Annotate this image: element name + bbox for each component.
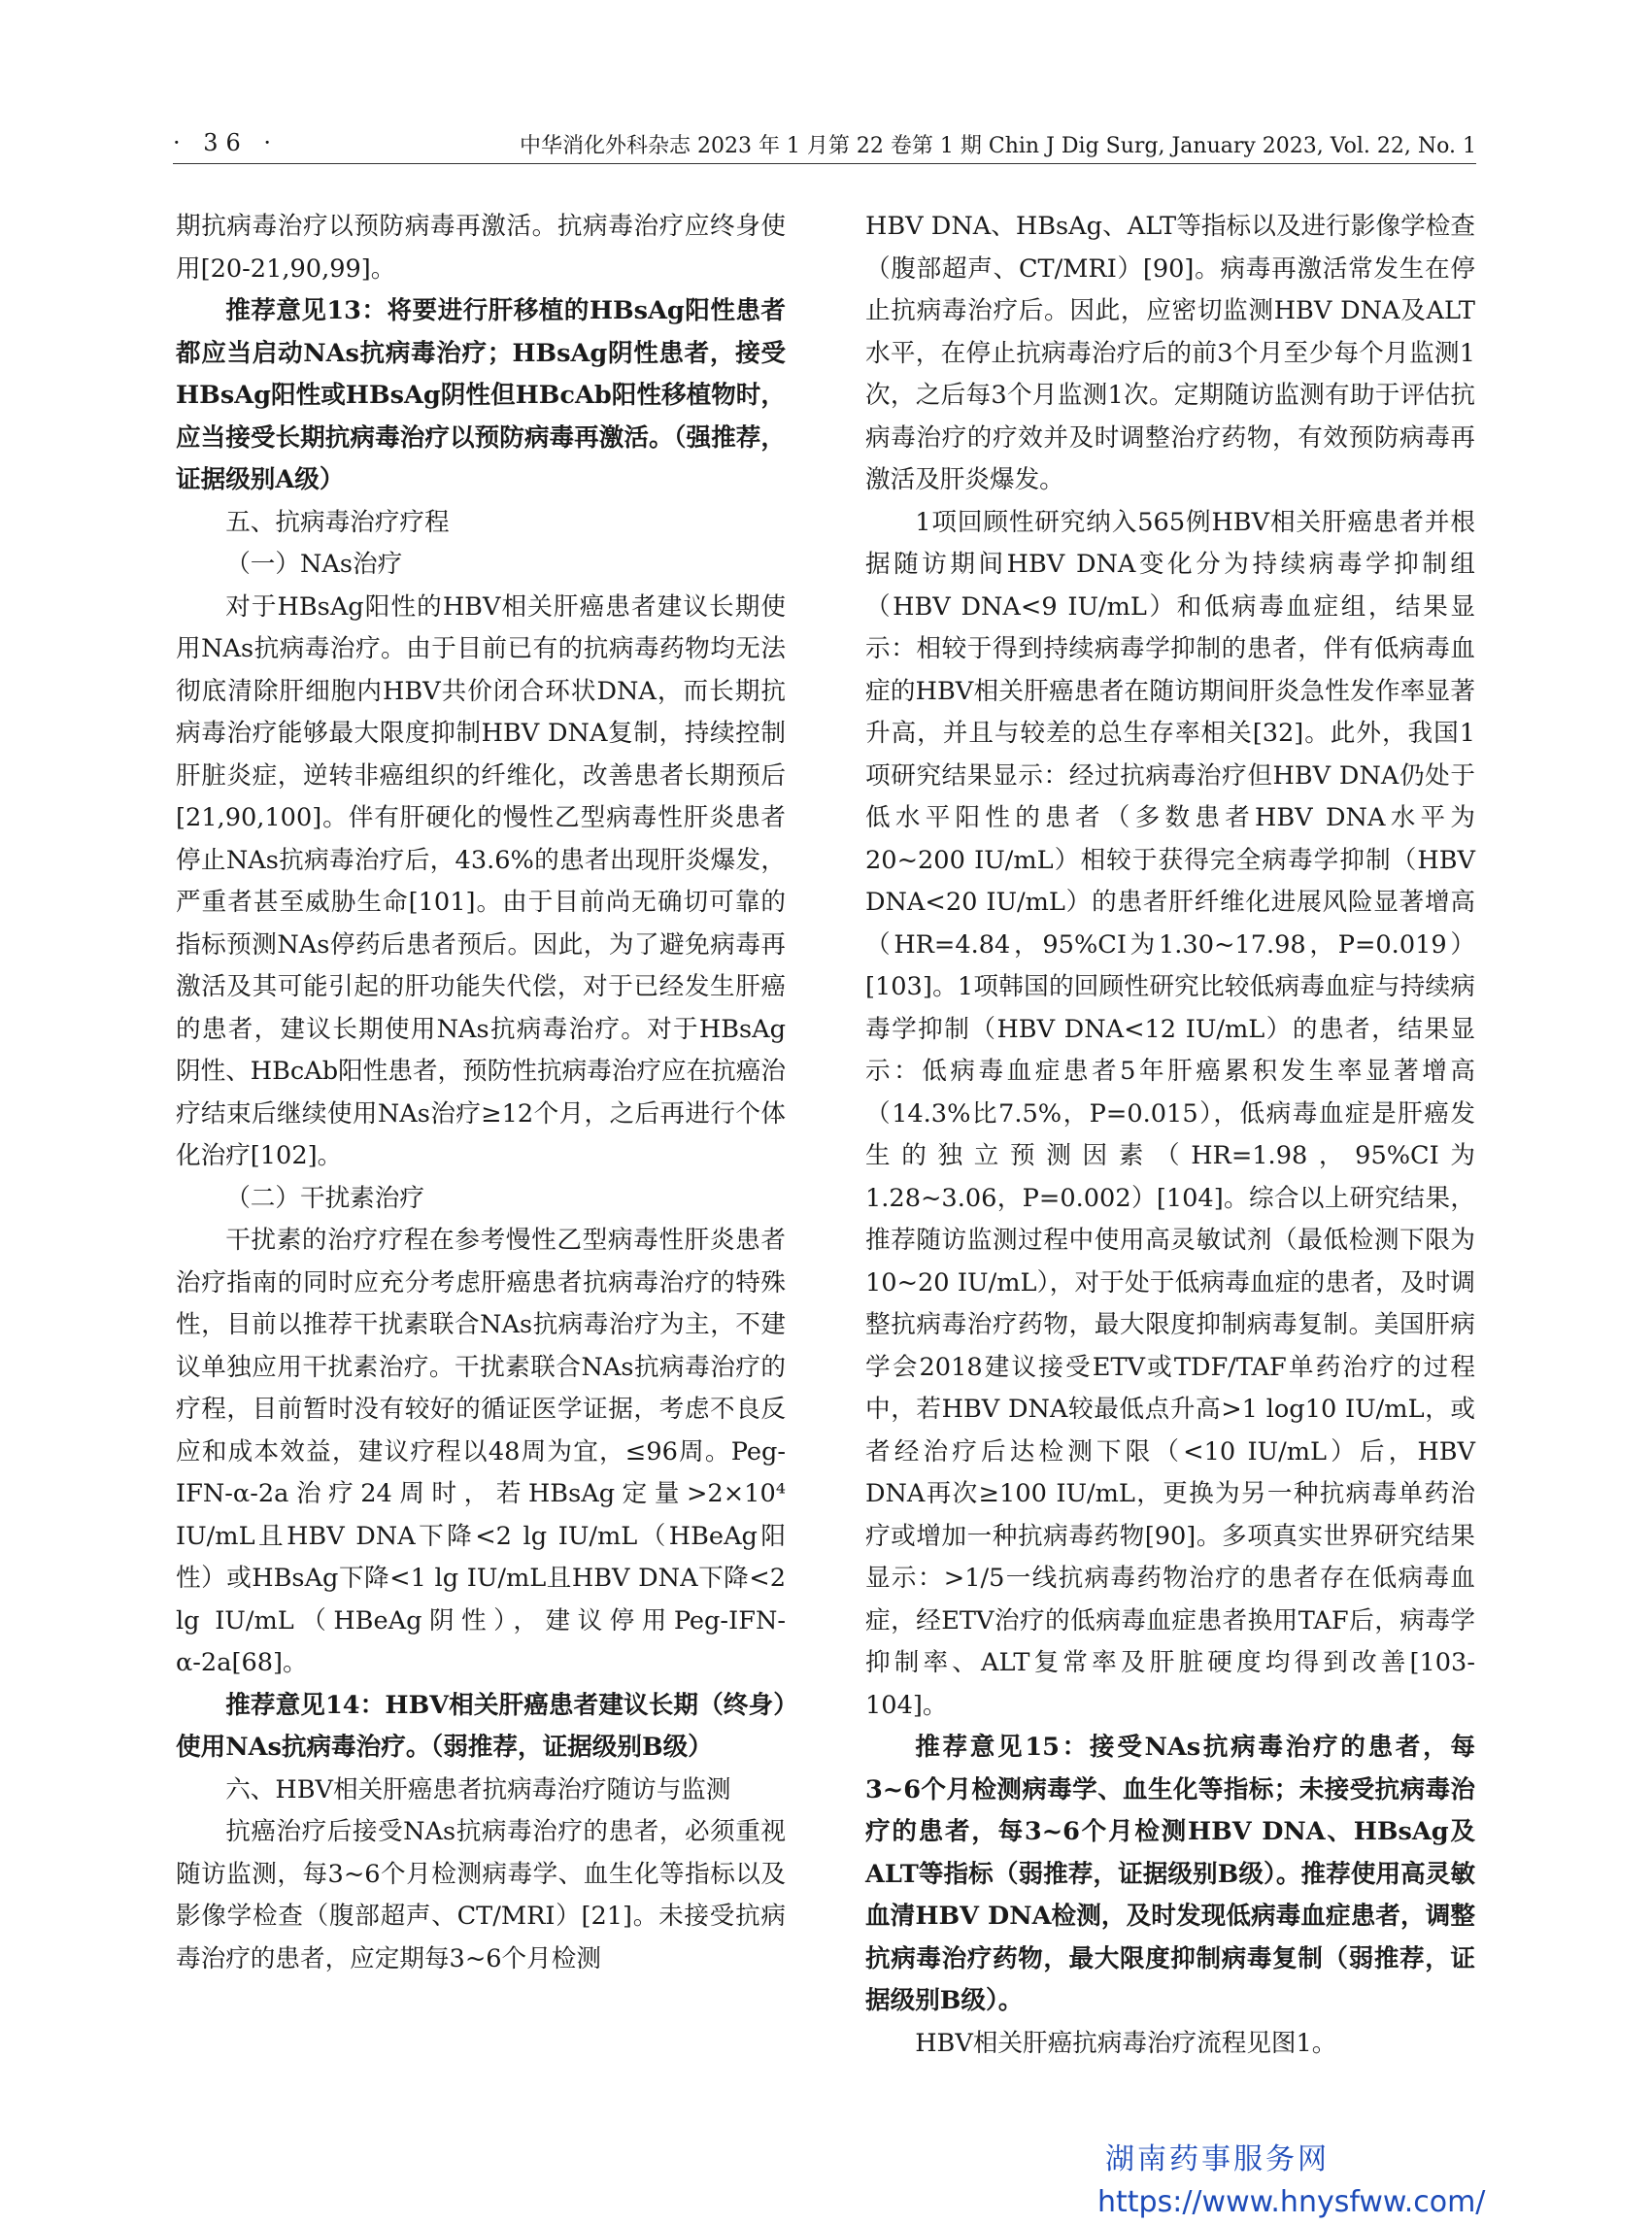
header-rule: [173, 163, 1476, 164]
right-column: [865, 206, 1475, 2065]
section-heading: 五、抗病毒治疗疗程: [225, 507, 450, 537]
left-column: [176, 206, 786, 1980]
paragraph: HBV DNA、HBsAg、ALT等指标以及进行影像学检查（腹部超声、CT/MRI）[90]。病毒再激活常发生在停止抗病毒治疗后。因此，应密切监测HBV DNA及ALT水平，在停止抗病毒治疗后的前3个月至少每个月监测1次，之后每3个月监测1次。定期随访监测有助于评估抗病毒治疗的疗效并及时调整治疗药物，有效预防病毒再激活及肝炎爆发。: [865, 212, 1475, 494]
subsection-heading: （一）NAs治疗: [225, 550, 403, 579]
paragraph: 1项回顾性研究纳入565例HBV相关肝癌患者并根据随访期间HBV DNA变化分为持续病毒学抑制组（HBV DNA<9 IU/mL）和低病毒血症组，结果显示：相较于得到持续病毒学抑制的患者，伴有低病毒血症的HBV相关肝癌患者在随访期间肝炎急性发作率显著升高，并且与较差的总生存率相关[32]。此外，我国1项研究结果显示：经过抗病毒治疗但HBV DNA仍处于低水平阳性的患者（多数患者HBV DNA水平为20~200 IU/mL）相较于获得完全病毒学抑制（HBV DNA<20 IU/mL）的患者肝纤维化进展风险显著增高（HR=4.84，95%CI为1.30~17.98，P=0.019）[103]。1项韩国的回顾性研究比较低病毒血症与持续病毒学抑制（HBV DNA<12 IU/mL）的患者，结果显示：低病毒血症患者5年肝癌累积发生率显著增高（14.3%比7.5%，P=0.015），低病毒血症是肝癌发生的独立预测因素（HR=1.98，95%CI为1.28~3.06，P=0.002）[104]。综合以上研究结果，推荐随访监测过程中使用高灵敏试剂（最低检测下限为10~20 IU/mL），对于处于低病毒血症的患者，及时调整抗病毒治疗药物，最大限度抑制病毒复制。美国肝病学会2018建议接受ETV或TDF/TAF单药治疗的过程中，若HBV DNA较最低点升高>1 log10 IU/mL，或者经治疗后达检测下限（<10 IU/mL）后，HBV DNA再次≥100 IU/mL，更换为另一种抗病毒单药治疗或增加一种抗病毒药物[90]。多项真实世界研究结果显示：>1/5一线抗病毒药物治疗的患者存在低病毒血症，经ETV治疗的低病毒血症患者换用TAF后，病毒学抑制率、ALT复常率及肝脏硬度均得到改善[103-104]。: [865, 507, 1475, 1720]
recommendation-14: 推荐意见14：HBV相关肝癌患者建议长期（终身）使用NAs抗病毒治疗。（弱推荐，证据级别B级）: [176, 1690, 786, 1762]
journal-citation: 中华消化外科杂志 2023 年 1 月第 22 卷第 1 期 Chin J Dig Surg, January 2023, Vol. 22, No. 1: [519, 134, 1476, 158]
paragraph: 对于HBsAg阳性的HBV相关肝癌患者建议长期使用NAs抗病毒治疗。由于目前已有的抗病毒药物均无法彻底清除肝细胞内HBV共价闭合环状DNA，而长期抗病毒治疗能够最大限度抑制HBV DNA复制，持续控制肝脏炎症，逆转非癌组织的纤维化，改善患者长期预后[21,90,100]。伴有肝硬化的慢性乙型病毒性肝炎患者停止NAs抗病毒治疗后，43.6%的患者出现肝炎爆发，严重者甚至威胁生命[101]。由于目前尚无确切可靠的指标预测NAs停药后患者预后。因此，为了避免病毒再激活及其可能引起的肝功能失代偿，对于已经发生肝癌的患者，建议长期使用NAs抗病毒治疗。对于HBsAg阴性、HBcAb阳性患者，预防性抗病毒治疗应在抗癌治疗结束后继续使用NAs治疗≥12个月，之后再进行个体化治疗[102]。: [176, 591, 786, 1170]
recommendation-13: 推荐意见13：将要进行肝移植的HBsAg阳性患者都应当启动NAs抗病毒治疗；HBsAg阴性患者，接受HBsAg阳性或HBsAg阴性但HBcAb阳性移植物时，应当接受长期抗病毒治疗以预防病毒再激活。（强推荐，证据级别A级）: [176, 296, 786, 494]
page-header: [173, 129, 1476, 164]
paragraph: HBV相关肝癌抗病毒治疗流程见图1。: [915, 2028, 1337, 2058]
recommendation-15: 推荐意见15：接受NAs抗病毒治疗的患者，每3~6个月检测病毒学、血生化等指标；未接受抗病毒治疗的患者，每3~6个月检测HBV DNA、HBsAg及ALT等指标（弱推荐，证据级别B级）。推荐使用高灵敏血清HBV DNA检测，及时发现低病毒血症患者，调整抗病毒治疗药物，最大限度抑制病毒复制（弱推荐，证据级别B级）。: [865, 1733, 1475, 2015]
watermark-site-name: 湖南药事服务网: [1105, 2142, 1330, 2176]
page-number: · 36 ·: [173, 129, 280, 156]
watermark-url[interactable]: https://www.hnysfww.com/: [1097, 2185, 1486, 2219]
paragraph: 抗癌治疗后接受NAs抗病毒治疗的患者，必须重视随访监测，每3~6个月检测病毒学、血生化等指标以及影像学检查（腹部超声、CT/MRI）[21]。未接受抗病毒治疗的患者，应定期每3~6个月检测: [176, 1817, 786, 1973]
subsection-heading: （二）干扰素治疗: [225, 1183, 424, 1213]
section-heading: 六、HBV相关肝癌患者抗病毒治疗随访与监测: [225, 1774, 731, 1804]
paragraph: 期抗病毒治疗以预防病毒再激活。抗病毒治疗应终身使用[20-21,90,99]。: [176, 212, 786, 284]
paragraph: 干扰素的治疗疗程在参考慢性乙型病毒性肝炎患者治疗指南的同时应充分考虑肝癌患者抗病毒治疗的特殊性，目前以推荐干扰素联合NAs抗病毒治疗为主，不建议单独应用干扰素治疗。干扰素联合NAs抗病毒治疗的疗程，目前暂时没有较好的循证医学证据，考虑不良反应和成本效益，建议疗程以48周为宜，≤96周。Peg-IFN-α-2a治疗24周时，若HBsAg定量>2×10⁴ IU/mL且HBV DNA下降<2 lg IU/mL（HBeAg阳性）或HBsAg下降<1 lg IU/mL且HBV DNA下降<2 lg IU/mL（HBeAg阴性），建议停用Peg-IFN-α-2a[68]。: [176, 1226, 786, 1677]
